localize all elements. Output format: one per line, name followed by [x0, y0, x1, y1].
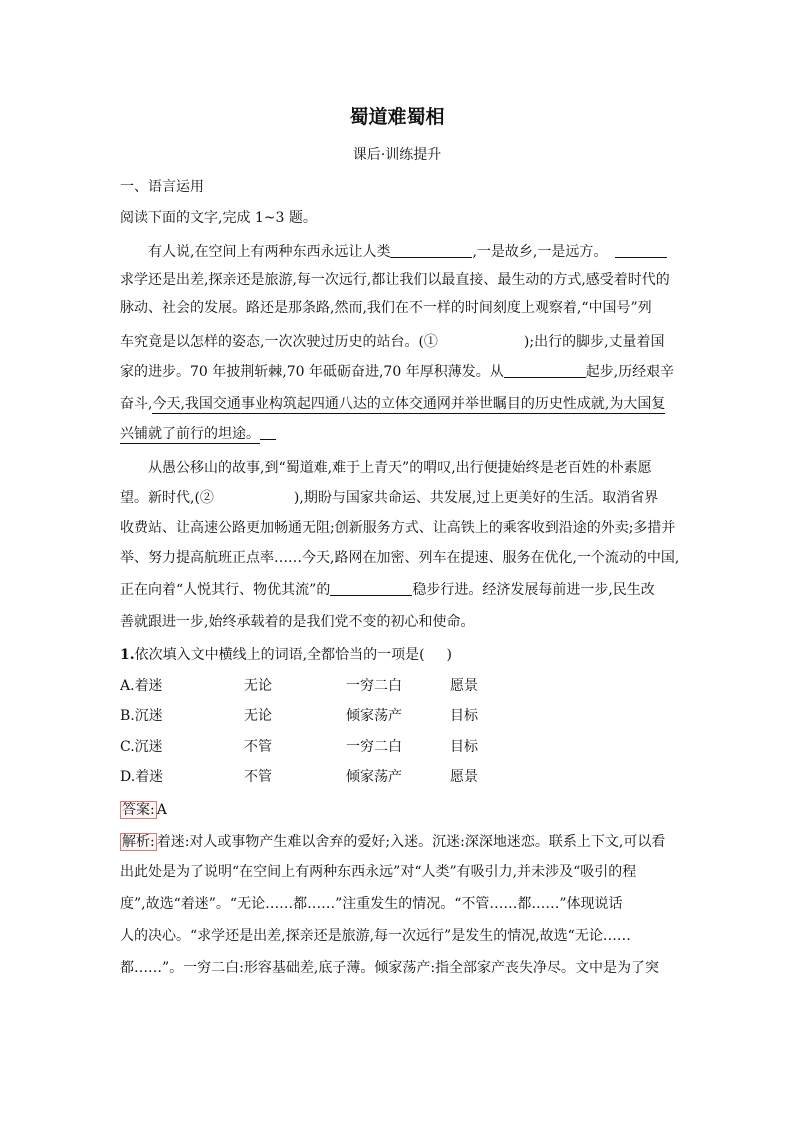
passage-line: 求学还是出差,探亲还是旅游,每一次远行,都让我们以最直接、最生动的方式,感受着时代的 — [120, 272, 670, 288]
passage-line: 望。新时代,(② ),期盼与国家共命运、共发展,过上更美好的生活。取消省界 — [120, 490, 659, 506]
passage-line: 从愚公移山的故事,到“蜀道难,难于上青天”的喟叹,出行便捷始终是老百姓的朴素愿 — [148, 460, 652, 476]
passage-line: 家的进步。70 年披荆斩棘,70 年砥砺奋进,70 年厚积薄发。从 起步,历经艰辛 — [120, 364, 675, 380]
instruction-text: 阅读下面的文字,完成 1~3 题。 — [120, 210, 317, 226]
passage-line: 奋斗,今天,我国交通事业构筑起四通八达的立体交通网并举世瞩目的历史性成就,为大国复 — [120, 396, 666, 412]
passage-line — [120, 424, 276, 444]
analysis-line: 度”,故选“着迷”。“无论……都……”注重发生的情况。“不管……都……”体现说话 — [120, 896, 623, 912]
document-page: 蜀道难蜀相 课后·训练提升 一、语言运用 阅读下面的文字,完成 1~3 题。 有人说,在空间上有两种东西永远让人类 ,一是故乡,一是远方。 求学还是出差,探亲还是旅游,每一次远行,都让我们以最直接、最生动的方式,感受着时代的 脉动、社会的发展。路还是那条路,然而,我们在不一样的时间刻度上观察着,“中国号”列 车究竟是以怎样的姿态,一次次驶过历史的站台。(① );出行的脚步,丈量着国 家的进步。70 年披荆斩棘,70 年砥砺奋进,70 年厚积薄发。从 起步,历经艰辛 奋斗,今天,我国交通事业构筑起四通八达的立体交通网并举世瞩目的历史性成就,为大国复 兴铺就了前行的坦途。 从愚公移山的故事,到“蜀道难,难于上青天”的喟叹,出行便捷始终是老百姓的朴素愿 望。新时代,(② ),期盼与国家共命运、共发展,过上更美好的生活。取消省界 收费站、让高速公路更加畅通无阻;创新服务方式、让高铁上的乘客收到沿途的外卖;多措并 举、努力提高航班正点率……今天,路网在加密、列车在提速、服务在优化,一个流动的中国, 正在向着“人悦其行、物优其流”的 稳步行进。经济发展每前进一步,民生改 善就跟进一步,始终承载着的是我们党不变的初心和使命。 1.依次填入文中横线上的词语,全都恰当的一项是( ) A.着迷 无论 一穷二白 愿景 B.沉迷 无论 倾家荡产 目标 C.沉迷 不管 一穷二白 目标 D.着迷 不管 倾家荡产 愿景 答案: A 解析: 着迷:对人或事物产生难以舍弃的爱好;入迷。沉迷:深深地迷恋。联系上下文,可以看 出此处是为了说明“在空间上有两种东西永远”对“人类”有吸引力,并未涉及“吸引的程 度”,故选“着迷”。“无论……都……”注重发生的情况。“不管……都……”体现说话 人的决心。“求学还是出差,探亲还是旅游,每一次远行”是发生的情况,故选“无论…… 都……”。一穷二白:形容基础差,底子薄。倾家荡产:指全部家产丧失净尽。文中是为了突 — [0, 0, 794, 1123]
underlined-sentence: 今天,我国交通事业构筑起四通八达的立体交通网并举世瞩目的历史性成就,为大国复 — [152, 396, 666, 412]
answer-blank — [615, 242, 667, 258]
analysis-line: 出此处是为了说明“在空间上有两种东西永远”对“人类”有吸引力,并未涉及“吸引的程 — [120, 864, 637, 880]
passage-line: 举、努力提高航班正点率……今天,路网在加密、列车在提速、服务在优化,一个流动的中国, — [120, 550, 680, 566]
answer-blank — [330, 580, 412, 596]
underlined-sentence: 兴铺就了前行的坦途。 — [120, 426, 260, 442]
analysis-line: 人的决心。“求学还是出差,探亲还是旅游,每一次远行”是发生的情况,故选“无论…… — [120, 928, 631, 944]
analysis-line: 都……”。一穷二白:形容基础差,底子薄。倾家荡产:指全部家产丧失净尽。文中是为了突 — [120, 960, 660, 976]
page-subtitle: 课后·训练提升 — [352, 147, 442, 163]
answer-line — [120, 800, 167, 820]
question-stem: 1.依次填入文中横线上的词语,全都恰当的一项是( ) — [120, 647, 453, 663]
answer-blank — [504, 362, 586, 378]
section-heading: 一、语言运用 — [120, 179, 204, 195]
passage-line: 收费站、让高速公路更加畅通无阻;创新服务方式、让高铁上的乘客收到沿途的外卖;多措并 — [120, 520, 676, 536]
answer-label: 答案: — [122, 802, 155, 818]
answer-value: A — [156, 802, 167, 818]
passage-line: 车究竟是以怎样的姿态,一次次驶过历史的站台。(① );出行的脚步,丈量着国 — [120, 334, 665, 350]
passage-line: 善就跟进一步,始终承载着的是我们党不变的初心和使命。 — [120, 614, 475, 630]
analysis-line: 解析: 着迷:对人或事物产生难以舍弃的爱好;入迷。沉迷:深深地迷恋。联系上下文,可以看 — [122, 834, 666, 850]
answer-blank — [390, 242, 472, 258]
passage-line: 正在向着“人悦其行、物优其流”的 稳步行进。经济发展每前进一步,民生改 — [120, 582, 655, 598]
passage-line: 脉动、社会的发展。路还是那条路,然而,我们在不一样的时间刻度上观察着,“中国号”列 — [120, 300, 652, 316]
analysis-label: 解析: — [122, 834, 155, 850]
page-title: 蜀道难蜀相 — [349, 106, 445, 128]
passage-line: 有人说,在空间上有两种东西永远让人类 ,一是故乡,一是远方。 — [148, 242, 667, 262]
